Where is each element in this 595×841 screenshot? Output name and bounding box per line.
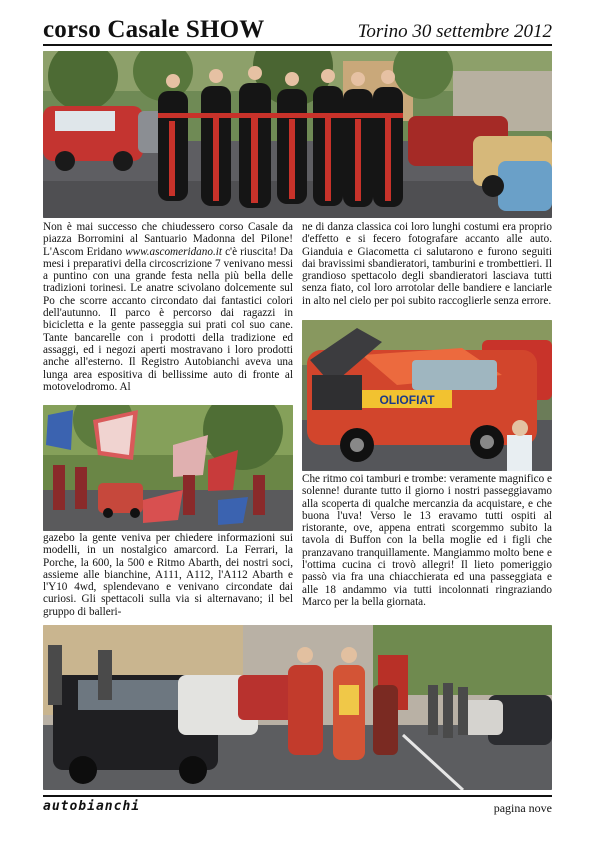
flag-wavers-photo (43, 405, 293, 531)
article-column-right-1 (302, 221, 552, 307)
article-text: ne di danza classica coi loro lunghi costumi era proprio d'effetto e si fecero fotografare accanto alle auto. Gianduia e Giacometta ci salutarono e furono seguiti dai bravissimi sbandieratori, tamburini e trombettieri. Il grandioso spettacolo degli sbandieratori lasciava tutti senza fiato, col loro arrotolar delle bandiere e lanciarle in alto nel cielo per poi subito raccoglierle senza errore. (302, 221, 552, 307)
dancers-with-cars-photo (43, 51, 552, 218)
orange-a112-photo (302, 320, 552, 471)
article-text: gazebo la gente veniva per chiedere informazioni sui modelli, in un nostalgico amarcord. La Ferrari, la Porche, la 600, la 500 e Ritmo Abarth, dei nostri soci, assieme alle bianchine, A111, A112, l'A112 Abarth e l'Y10 4wd, splendevano e venivano circondate dai curiosi. Gli spettacoli sulla via si alternavano; il bel gruppo di balleri- (43, 532, 293, 618)
date-line: Torino 30 settembre 2012 (357, 21, 552, 42)
article-text: Che ritmo coi tamburi e trombe: veramente magnifico e solenne! durante tutto il giorno i nostri passeggiavamo alla scoperta di qualche mercanzia da acquistare, e che buona l'uva! Verso le 13 eravamo tutti ospiti al ristorante, ove, appena entrati scorgemmo subito la tavola di Buffon con la bella moglie ed i figli che pranzavano tranquillamente. Mangiammo molto bene e l'ottima cucina ci trovò allegri! Il lieto pomeriggio passò via fra una chiacchierata ed una passeggiata e alle 18 andammo via tutti incolonnati ringraziando Marco per la bella giornata. (302, 473, 552, 608)
magazine-section-title: corso Casale SHOW (43, 16, 265, 43)
oliofiat-sticker: OLIOFIAT (379, 393, 435, 407)
page-number: pagina nove (493, 801, 552, 815)
article-column-left-1 (43, 221, 293, 393)
article-column-right-2 (302, 473, 552, 608)
costumed-parade-photo (43, 625, 552, 790)
article-column-left-2 (43, 532, 293, 618)
footer-rule (43, 795, 552, 797)
article-text: Non è mai successo che chiudessero corso Casale da piazza Borromini al Santuario Madonna del Pilone! L'Ascom Eridano (43, 221, 293, 258)
autobianchi-logo: autobianchi (43, 799, 141, 814)
ascom-website-link[interactable]: www.ascomeridano.it (125, 245, 222, 258)
header-rule (43, 44, 552, 46)
article-text: c'è riuscita! Da mesi i preparativi della circoscrizione 7 venivano messi a puntino con una grande festa nella più bella delle tradizioni torinesi. Le anatre scivolano dolcemente sul Po che scorre accanto circondato dai fantastici colori dell'autunno. Il parco è percorso dai ragazzi in bicicletta e la gente passeggia sui prati col suo cane. Tante bancarelle con i prodotti della tradizione ed assaggi, ed i negozi aperti mostravano i loro prodotti anche all'esterno. Il Registro Autobianchi aveva una lunga area espositiva di bellissime auto di fronte al motovelodromo. Al (43, 245, 293, 393)
